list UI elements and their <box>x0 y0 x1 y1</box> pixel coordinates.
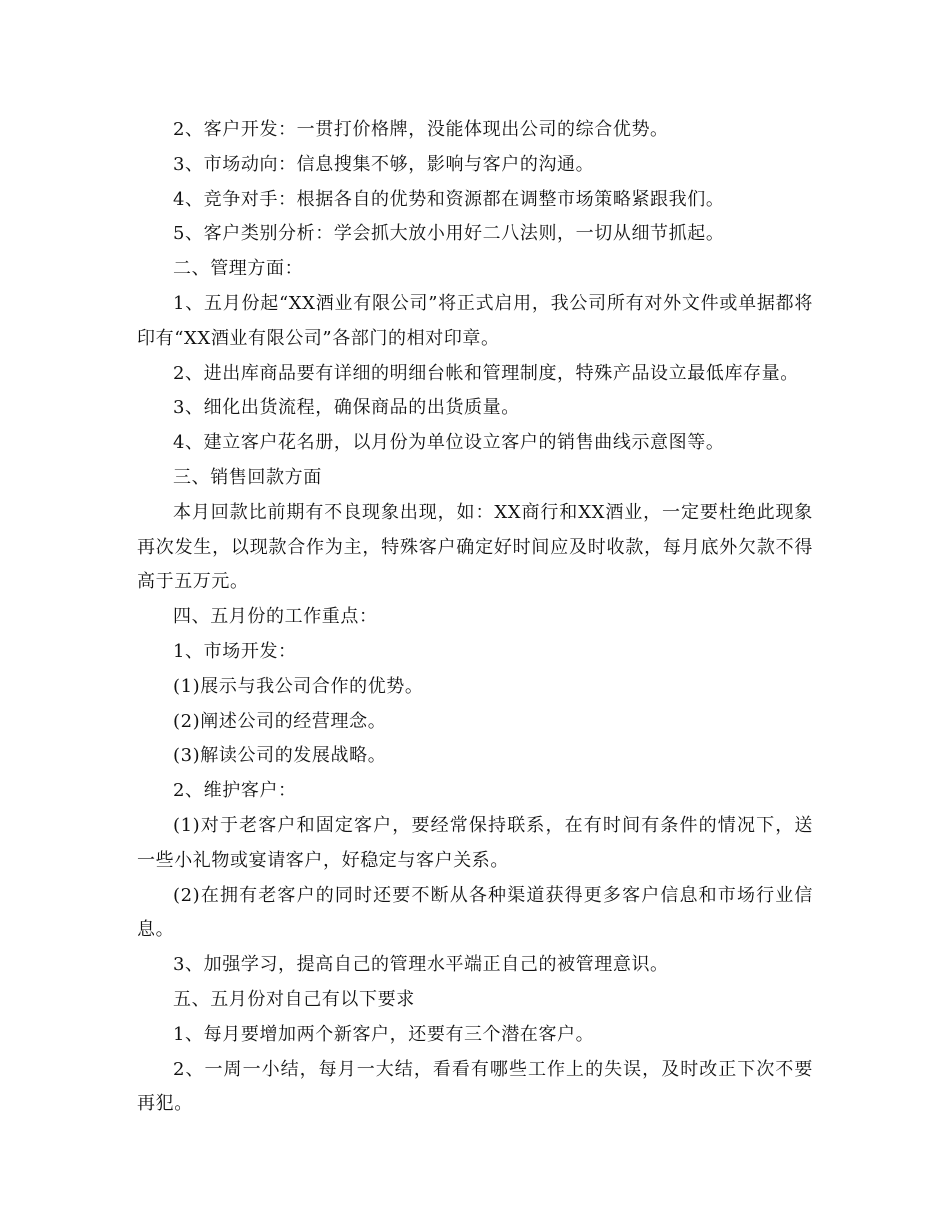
paragraph-customer-development: 2、客户开发：一贯打价格牌，没能体现出公司的综合优势。 <box>173 119 669 140</box>
section-heading-management: 二、管理方面： <box>173 258 304 280</box>
subheading-market-development: 1、市场开发： <box>173 640 297 662</box>
paragraph-market-trend: 3、市场动向：信息搜集不够，影响与客户的沟通。 <box>173 153 595 175</box>
list-item-development-strategy: (3)解读公司的发展战略。 <box>173 745 387 767</box>
paragraph-strengthen-learning: 3、加强学习，提高自己的管理水平端正自己的被管理意识。 <box>173 954 669 976</box>
section-heading-may-priorities: 四、五月份的工作重点： <box>173 606 378 628</box>
list-item-cooperation-advantages: (1)展示与我公司合作的优势。 <box>173 675 424 697</box>
list-item-existing-customers: (1)对于老客户和固定客户，要经常保持联系，在有时间有条件的情况下，送一些小礼物或宴请客户，好稳定与客户关系。 <box>137 814 813 871</box>
paragraph-competitors: 4、竞争对手：根据各自的优势和资源都在调整市场策略紧跟我们。 <box>173 188 725 210</box>
section-heading-self-requirements: 五、五月份对自己有以下要求 <box>173 988 415 1010</box>
list-item-business-philosophy: (2)阐述公司的经营理念。 <box>173 710 387 732</box>
paragraph-company-seal: 1、五月份起“XX酒业有限公司”将正式启用，我公司所有对外文件或单据都将印有“XX酒业有限公司”各部门的相对印章。 <box>137 292 813 349</box>
subheading-customer-maintenance: 2、维护客户： <box>173 780 297 802</box>
paragraph-shipping-process: 3、细化出货流程，确保商品的出货质量。 <box>173 397 520 419</box>
list-item-new-customer-info: (2)在拥有老客户的同时还要不断从各种渠道获得更多客户信息和市场行业信息。 <box>137 884 813 941</box>
paragraph-customer-roster: 4、建立客户花名册，以月份为单位设立客户的销售曲线示意图等。 <box>173 432 725 454</box>
document-body <box>137 113 813 1122</box>
paragraph-new-customers-goal: 1、每月要增加两个新客户，还要有三个潜在客户。 <box>173 1023 595 1045</box>
paragraph-payment-issues: 本月回款比前期有不良现象出现，如：XX商行和XX酒业，一定要杜绝此现象再次发生，以现款合作为主，特殊客户确定好时间应及时收款，每月底外欠款不得高于五万元。 <box>137 501 813 593</box>
paragraph-inventory-ledger: 2、进出库商品要有详细的明细台帐和管理制度，特殊产品设立最低库存量。 <box>173 362 799 384</box>
paragraph-customer-analysis: 5、客户类别分析：学会抓大放小用好二八法则，一切从细节抓起。 <box>173 223 725 245</box>
paragraph-weekly-monthly-review: 2、一周一小结，每月一大结，看看有哪些工作上的失误，及时改正下次不要再犯。 <box>137 1058 813 1115</box>
section-heading-payment-collection: 三、销售回款方面 <box>173 466 322 488</box>
